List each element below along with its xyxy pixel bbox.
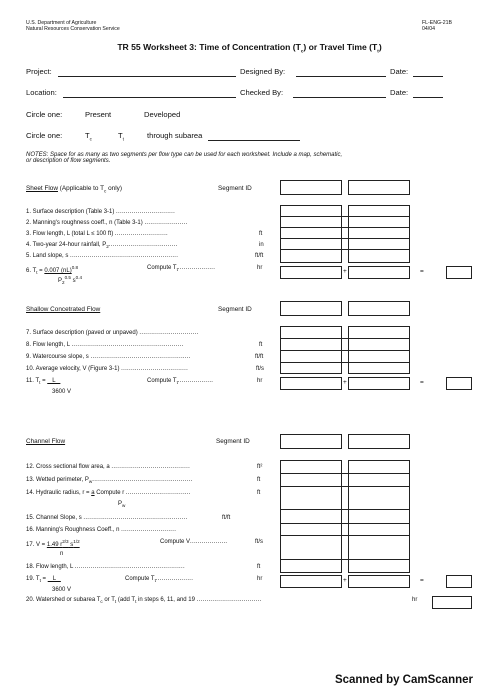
- channel-item-14-denominator: $P_w$: [118, 501, 126, 509]
- channel-item-17: 17. V = 1.49 $r^{2/3}$ $s^{1/2}$: [26, 539, 80, 548]
- date-field-2[interactable]: [413, 97, 443, 98]
- channel-tt-1-box[interactable]: [280, 575, 342, 588]
- shallow-tt-total-box[interactable]: [446, 377, 472, 390]
- channel-item-17-denominator: n: [60, 551, 64, 557]
- plus-sign: +: [343, 379, 347, 386]
- designed-by-label: Designed By:: [240, 67, 286, 76]
- plus-sign: +: [343, 577, 347, 584]
- channel-item-16: 16. Manning's Roughness Coeff., n ............................: [26, 527, 177, 533]
- option-present[interactable]: Present: [85, 110, 112, 119]
- shallow-item-11-denominator: 3600 V: [52, 389, 72, 395]
- unit-ftft-5: ft/ft: [255, 253, 264, 259]
- shallow-tt-2-box[interactable]: [348, 377, 410, 390]
- unit-hr-11: hr: [257, 378, 263, 384]
- sheet-segment-1-values-box[interactable]: [280, 205, 342, 263]
- unit-ftft-9: ft/ft: [255, 354, 264, 360]
- sheet-item-6: 6. $T_t = 0.007$ (nL)$^{0.8}$: [26, 265, 79, 276]
- shallow-tt-1-box[interactable]: [280, 377, 342, 390]
- shallow-item-9: 9. Watercourse slope, s ...................................................: [26, 354, 191, 360]
- unit-fts-17: ft/s: [255, 539, 264, 545]
- unit-hr-19: hr: [257, 576, 263, 582]
- channel-item-15: 15. Channel Slope, s .....................................................: [26, 515, 188, 521]
- channel-segment-2-values-box[interactable]: [348, 460, 410, 573]
- channel-tt-2-box[interactable]: [348, 575, 410, 588]
- sheet-item-6-denominator: $P_2^{0.5}$ $s^{0.4}$: [58, 275, 83, 286]
- sheet-tt-1-box[interactable]: [280, 266, 342, 279]
- shallow-item-11: 11. $T_t$ = L: [26, 378, 61, 386]
- channel-item-19-denominator: 3600 V: [52, 587, 72, 593]
- shallow-item-7: 7. Surface description (paved or unpaved) ..............................: [26, 330, 199, 336]
- sheet-item-3: 3. Flow length, L (total L ≤ 100 ft) ...........................: [26, 231, 169, 237]
- project-label: Project:: [26, 67, 52, 76]
- channel-compute-v: Compute V...................: [160, 539, 228, 545]
- circle-one-label-2: Circle one:: [26, 131, 63, 140]
- through-subarea-label: through subarea: [147, 131, 203, 140]
- option-tt[interactable]: $T_t$: [118, 131, 124, 142]
- agency-name: U.S. Department of Agriculture Natural Resources Conservation Service: [26, 20, 120, 33]
- channel-item-20: 20. Watershed or subarea $T_c$ or $T_t$ (add $T_t$ in steps 6, 11, and 19 .................................: [26, 597, 262, 605]
- notes: NOTES: Space for as many as two segments per flow type can be used for each worksheet. Include a map, schematic, or description of flow segments.: [26, 152, 343, 164]
- unit-fts-10: ft/s: [256, 366, 265, 372]
- subarea-field[interactable]: [208, 140, 300, 141]
- channel-tt-total-box[interactable]: [446, 575, 472, 588]
- sheet-tt-total-box[interactable]: [446, 266, 472, 279]
- unit-ft-8: ft: [259, 342, 263, 348]
- total-tc-box[interactable]: [432, 596, 472, 609]
- shallow-item-8: 8. Flow length, L .........................................................: [26, 342, 184, 348]
- channel-compute-tt: Compute $T_t$...................: [125, 576, 194, 584]
- channel-segment-id-label: Segment ID: [216, 438, 250, 445]
- sheet-compute-tt: Compute $T_t$...................: [147, 265, 216, 273]
- plus-sign: +: [343, 268, 347, 275]
- option-developed[interactable]: Developed: [144, 110, 181, 119]
- unit-ft-3: ft: [259, 231, 263, 237]
- channel-item-13: 13. Wetted perimeter, $P_w$...................................................: [26, 477, 193, 485]
- unit-ft2-12: ft²: [257, 464, 263, 470]
- option-tc[interactable]: $T_c$: [85, 131, 92, 142]
- channel-segment-1-values-box[interactable]: [280, 460, 342, 573]
- equals-sign: =: [420, 577, 424, 584]
- shallow-item-10: 10. Average velocity, V (Figure 3-1) ..................................: [26, 366, 189, 372]
- sheet-item-4: 4. Two-year 24-hour rainfall, $P_2$...................................: [26, 242, 178, 250]
- unit-hr-20: hr: [412, 597, 418, 603]
- unit-in-4: in: [259, 242, 264, 248]
- sheet-segment-id-label: Segment ID: [218, 185, 252, 192]
- camscanner-watermark: Scanned by CamScanner: [334, 674, 473, 686]
- channel-item-18: 18. Flow length, L ........................................................: [26, 564, 185, 570]
- checked-by-label: Checked By:: [240, 88, 284, 97]
- project-field[interactable]: [58, 76, 236, 77]
- circle-one-label-1: Circle one:: [26, 110, 63, 119]
- unit-ft-14: ft: [257, 490, 261, 496]
- sheet-segment-1-id-box[interactable]: [280, 180, 342, 195]
- unit-ft-18: ft: [257, 564, 261, 570]
- designed-by-field[interactable]: [296, 76, 386, 77]
- unit-ft-13: ft: [257, 477, 261, 483]
- sheet-segment-2-id-box[interactable]: [348, 180, 410, 195]
- sheet-item-5: 5. Land slope, s .......................................................: [26, 253, 179, 259]
- date-field-1[interactable]: [413, 76, 443, 77]
- channel-segment-2-id-box[interactable]: [348, 434, 410, 449]
- channel-segment-1-id-box[interactable]: [280, 434, 342, 449]
- sheet-flow-heading: Sheet Flow (Applicable to $T_c$ only): [26, 185, 122, 194]
- date-label-1: Date:: [390, 67, 409, 76]
- equals-sign: =: [420, 268, 424, 275]
- channel-item-14: 14. Hydraulic radius, r = a Compute r .................................: [26, 490, 191, 496]
- shallow-segment-id-label: Segment ID: [218, 306, 252, 313]
- checked-by-field[interactable]: [293, 97, 386, 98]
- channel-flow-heading: Channel Flow: [26, 438, 66, 445]
- sheet-item-2: 2. Manning's roughness coeff., n (Table 3-1) ......................: [26, 220, 188, 226]
- equals-sign: =: [420, 379, 424, 386]
- worksheet-title: TR 55 Worksheet 3: Time of Concentration $(T_c)$ or Travel Time $(T_t)$: [117, 42, 382, 54]
- shallow-flow-heading: Shallow Concetrated Flow: [26, 306, 101, 313]
- unit-hr-6: hr: [257, 265, 263, 271]
- channel-item-12: 12. Cross sectional flow area, a ........................................: [26, 464, 191, 470]
- location-field[interactable]: [63, 97, 236, 98]
- date-label-2: Date:: [390, 88, 409, 97]
- shallow-segment-2-id-box[interactable]: [348, 301, 410, 316]
- sheet-segment-2-values-box[interactable]: [348, 205, 410, 263]
- channel-item-19: 19. $T_t$ = L: [26, 576, 61, 584]
- form-id: FL-ENG-21B 04/04: [422, 20, 452, 33]
- sheet-tt-2-box[interactable]: [348, 266, 410, 279]
- unit-ftft-15: ft/ft: [222, 515, 231, 521]
- shallow-segment-1-id-box[interactable]: [280, 301, 342, 316]
- location-label: Location:: [26, 88, 57, 97]
- shallow-compute-tt: Compute $T_t$..................: [147, 378, 214, 386]
- sheet-item-1: 1. Surface description (Table 3-1) ..............................: [26, 209, 176, 215]
